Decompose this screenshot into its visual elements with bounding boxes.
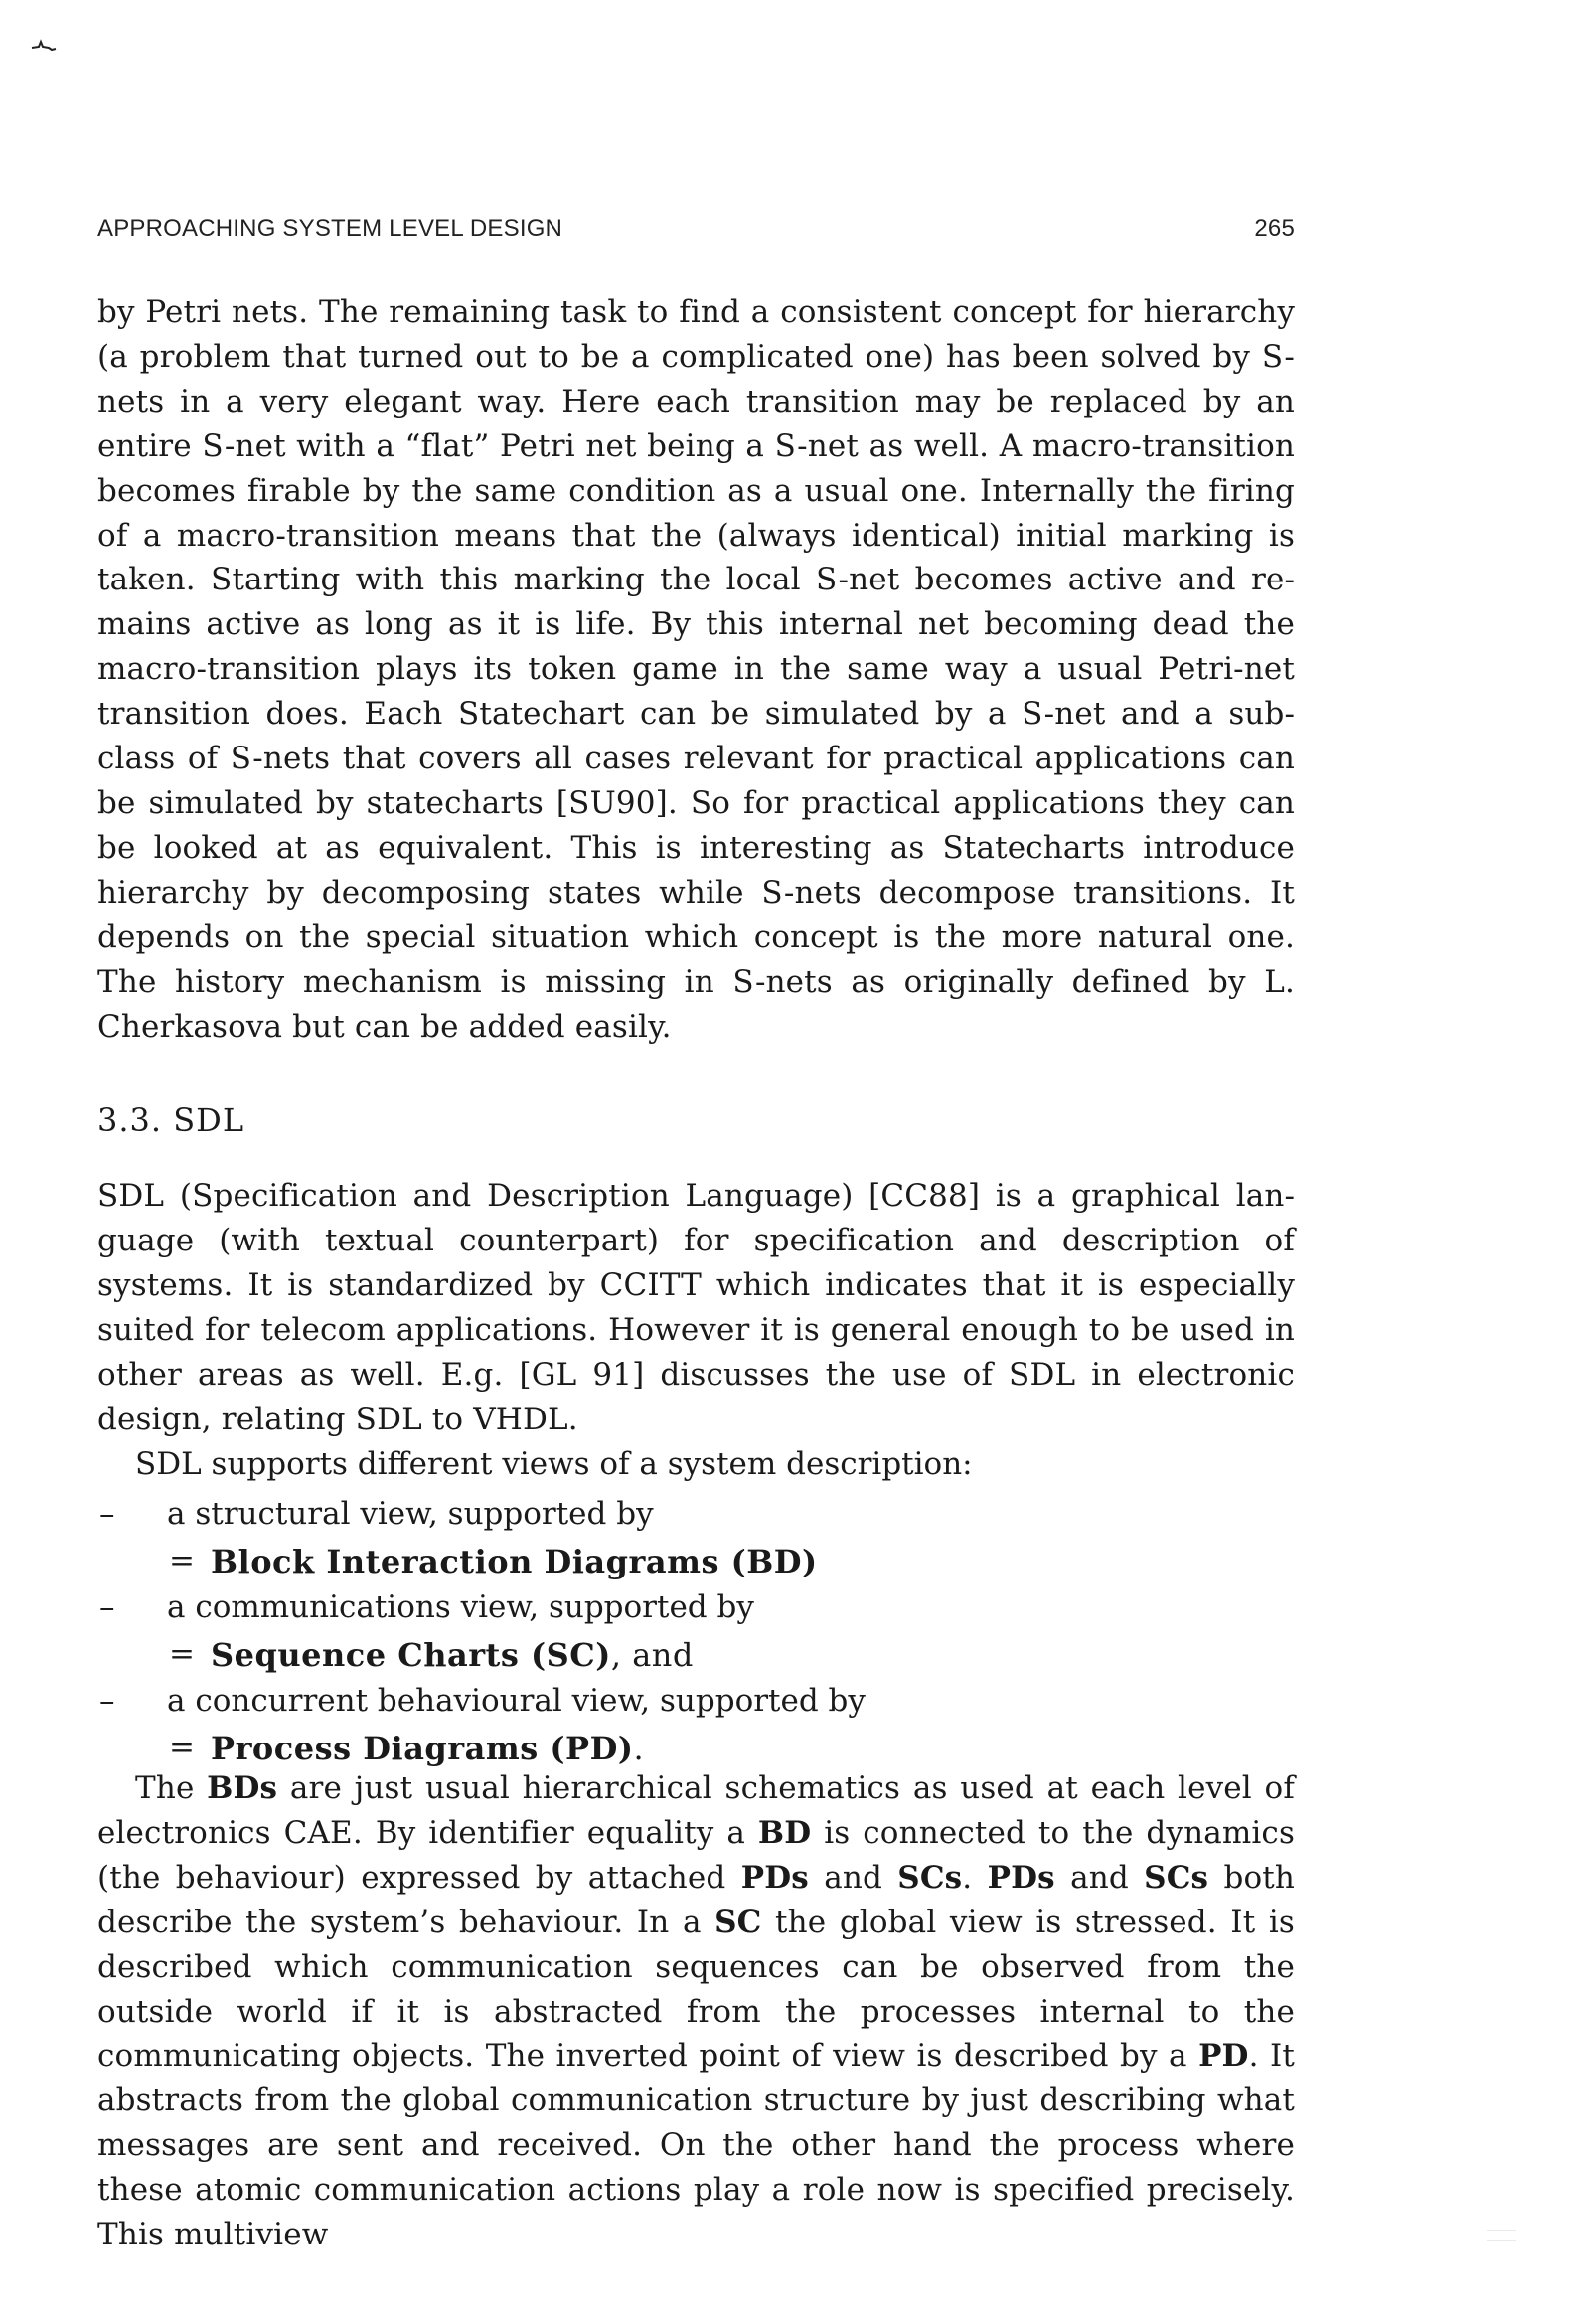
view-description: a concurrent behavioural view, supported by — [167, 1683, 866, 1719]
views-intro: SDL supports different views of a system description: — [135, 1446, 973, 1482]
list-item — [97, 1683, 1300, 1730]
dash-bullet: – — [99, 1496, 115, 1532]
page-number: 265 — [1254, 215, 1295, 242]
view-description: a communications view, supported by — [167, 1589, 754, 1625]
equals-marker: = — [169, 1636, 195, 1672]
diagram-term: Sequence Charts (SC), and — [211, 1636, 694, 1674]
diagram-term: Block Interaction Diagrams (BD) — [211, 1543, 818, 1580]
diagram-term: Process Diagrams (PD). — [211, 1730, 645, 1767]
dash-bullet: – — [99, 1589, 115, 1625]
list-item — [97, 1496, 1300, 1543]
section-heading: 3.3. SDL — [97, 1101, 245, 1139]
list-item — [97, 1589, 1300, 1636]
scan-artifact — [1487, 2240, 1516, 2241]
scan-mark — [30, 38, 62, 56]
scan-artifact — [1487, 2230, 1516, 2231]
paragraph-s-nets: by Petri nets. The remaining task to find a consistent concept for hierarchy (a problem that turned out to be a complicated one) has been solved by S-nets in a very elegant way. Here each transition may be replaced by an entire S-net with a “flat” Petri net being a S-net as well. A macro-transition becomes firable by the same condition as a usual one. Internally the firing of a macro-transition means that the (always identical) initial marking is taken. Starting with this marking the local S-net becomes active and remains active as long as it is life. By this internal net becoming dead the macro-transition plays its token game in the same way a usual Petri-net transition does. Each Statechart can be simulated by a S-net and a subclass of S-nets that covers all cases relevant for practical applications can be simulated by statecharts [SU90]. So for practical applications they can be looked at as equivalent. This is interesting as Statecharts introduce hierarchy by decomposing states while S-nets decompose transitions. It depends on the special situation which concept is the more natural one. The history mechanism is missing in S-nets as originally defined by L. Cherkasova but can be added easily. — [97, 294, 1295, 1045]
paragraph-diagrams: The BDs are just usual hierarchical schematics as used at each level of electronics CAE. By identifier equality a BD is connected to the dynamics (the behaviour) expressed by attached PDs and SCs. PDs and SCs both describe the system’s behaviour. In a SC the global view is stressed. It is described which communication sequences can be observed from the outside world if it is abstracted from the processes internal to the communicating objects. The inverted point of view is described by a PD. It abstracts from the global communication structure by just describing what messages are sent and received. On the other hand the process where these atomic communication actions play a role now is specified precisely. This multiview — [97, 1770, 1296, 2253]
view-description: a structural view, supported by — [167, 1496, 654, 1532]
equals-marker: = — [169, 1730, 195, 1765]
paragraph-sdl-intro: SDL (Specification and Description Language) [CC88] is a graphical language (with textual counterpart) for specification and description of systems. It is standardized by CCITT which indicates that it is especially suited for telecom applications. However it is general enough to be used in other areas as well. E.g. [GL 91] discusses the use of SDL in electronic design, relating SDL to VHDL. — [97, 1178, 1295, 1437]
equals-marker: = — [169, 1543, 195, 1578]
list-subitem — [97, 1543, 1300, 1589]
list-subitem — [97, 1636, 1300, 1683]
views-list — [97, 1496, 1300, 1776]
running-title: APPROACHING SYSTEM LEVEL DESIGN — [97, 215, 563, 242]
dash-bullet: – — [99, 1683, 115, 1719]
